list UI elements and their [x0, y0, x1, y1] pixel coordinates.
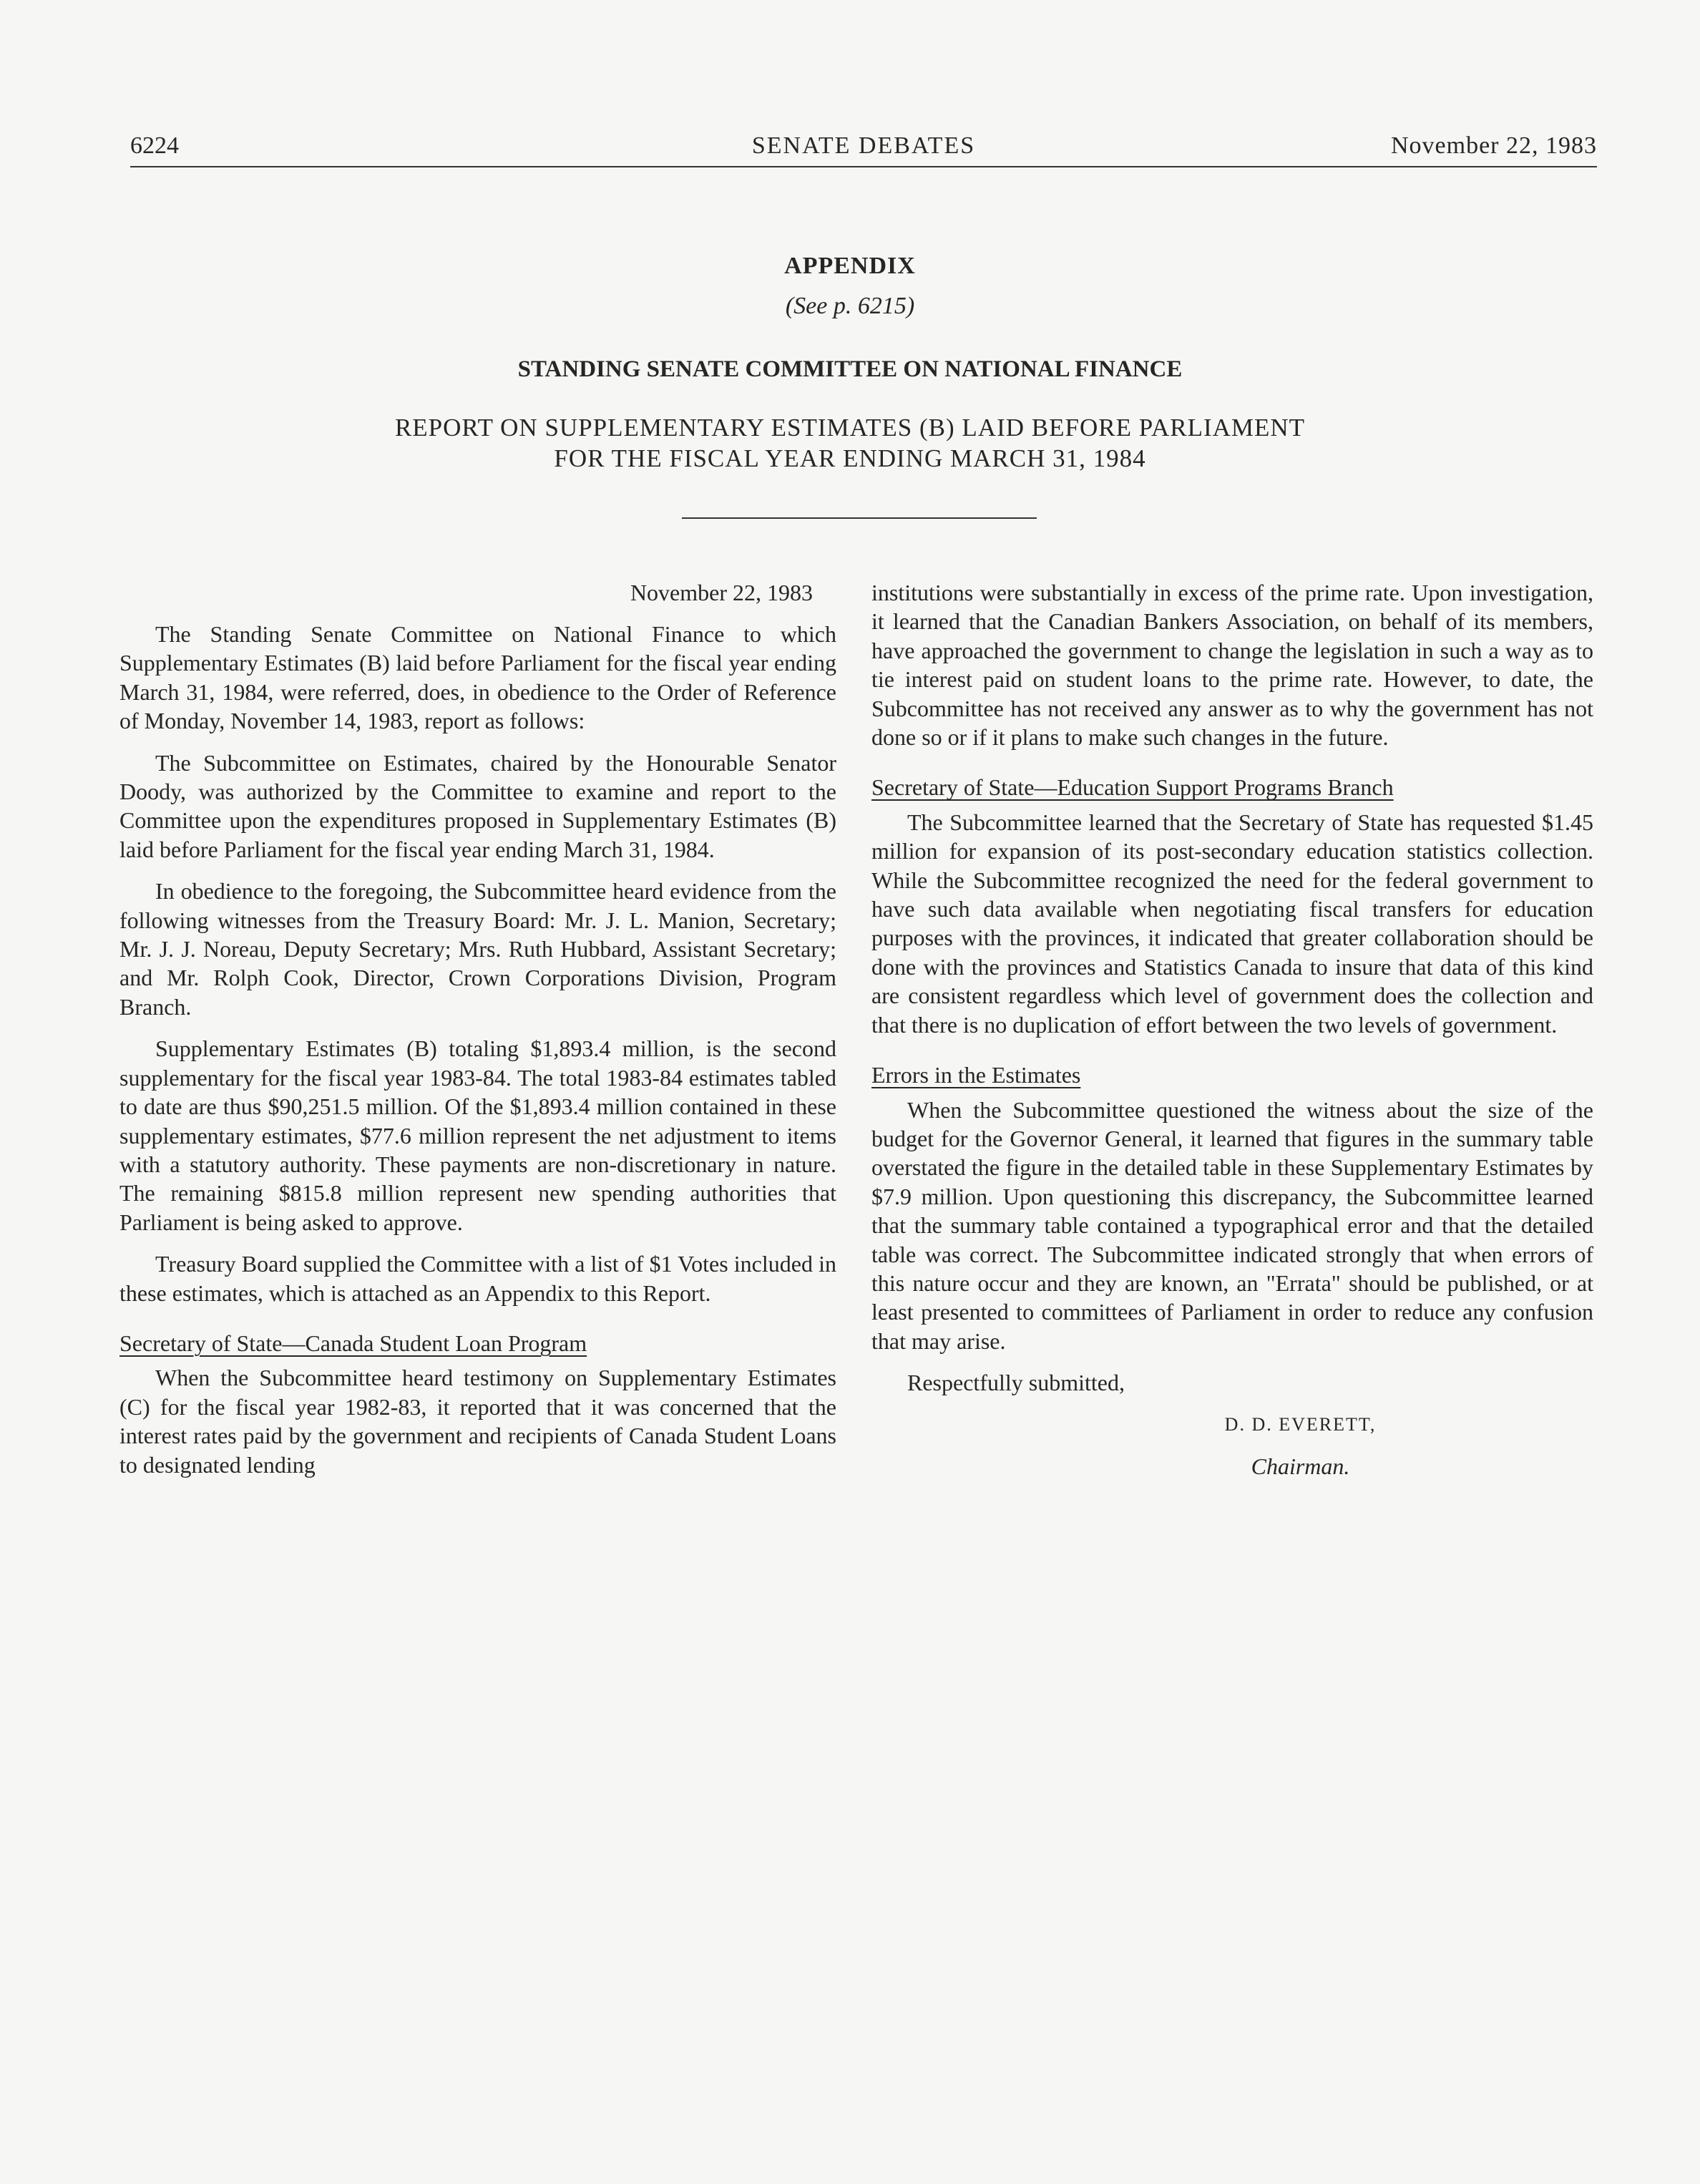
left-column	[119, 578, 836, 1492]
header-date: November 22, 1983	[1390, 132, 1597, 159]
signatory-title: Chairman.	[1251, 1453, 1350, 1479]
appendix-title: APPENDIX	[784, 253, 916, 279]
closing-line: Respectfully submitted,	[907, 1370, 1125, 1396]
appendix-heading-block	[0, 249, 1700, 474]
report-title-line-2: FOR THE FISCAL YEAR ENDING MARCH 31, 1984	[554, 444, 1146, 472]
right-column	[871, 578, 1593, 1493]
section-divider	[682, 517, 1037, 519]
running-header	[130, 126, 1597, 167]
paragraph: In obedience to the foregoing, the Subcommittee heard evidence from the following witnesses from the Treasury Board: Mr. J. L. Manion, Secretary; Mr. J. J. Noreau, Deputy Secretary; Mrs. Ruth Hubbard, Assistant Secretary; and Mr. Rolph Cook, Director, Crown Corporations Division, Program Branch.	[119, 878, 836, 1020]
section-heading-errors: Errors in the Estimates	[871, 1062, 1081, 1088]
section-heading-wrap	[871, 1052, 1593, 1089]
committee-name: STANDING SENATE COMMITTEE ON NATIONAL FINANCE	[517, 356, 1183, 382]
paragraph: institutions were substantially in excess of the prime rate. Upon investigation, it learned that the Canadian Bankers Association, on behalf of its members, have approached the government to change the legislation in such a way as to tie interest paid on student loans to the prime rate. However, to date, the Subcommittee has not received any answer as to why the government has not done so or if it plans to make such changes in the future.	[871, 580, 1593, 751]
publication-title: SENATE DEBATES	[751, 132, 976, 159]
report-title	[0, 412, 1700, 474]
section-heading-wrap	[119, 1320, 836, 1357]
paragraph: Supplementary Estimates (B) totaling $1,893.4 million, is the second supplementary for the fiscal year 1983-84. The total 1983-84 estimates tabled to date are thus $90,251.5 million. Of the $1,893.4 million contained in these supplementary estimates, $77.6 million represent the net adjustment to items with a statutory authority. These payments are non-discretionary in nature. The remaining $815.8 million represent new spending authorities that Parliament is being asked to approve.	[119, 1035, 836, 1235]
page-number: 6224	[130, 132, 179, 159]
paragraph: When the Subcommittee heard testimony on Supplementary Estimates (C) for the fiscal year 1982-83, it reported that it was concerned that the interest rates paid by the government and recipients of Canada Student Loans to designated lending	[119, 1365, 836, 1478]
section-heading-wrap	[871, 764, 1593, 801]
section-heading-student-loan: Secretary of State—Canada Student Loan Program	[119, 1330, 587, 1356]
section-heading-education-support: Secretary of State—Education Support Programs Branch	[871, 774, 1394, 801]
report-title-line-1: REPORT ON SUPPLEMENTARY ESTIMATES (B) LAID BEFORE PARLIAMENT	[394, 414, 1306, 442]
paragraph: The Subcommittee learned that the Secretary of State has requested $1.45 million for expansion of its post-secondary education statistics collection. While the Subcommittee recognized the need for the federal government to have such data available when negotiating fiscal transfers for education purposes with the provinces, it indicated that greater collaboration should be done with the provinces and Statistics Canada to insure that data of this kind are consistent regardless which level of government does the collection and that there is no duplication of effort between the two levels of government.	[871, 809, 1593, 1038]
paragraph: The Subcommittee on Estimates, chaired by the Honourable Senator Doody, was authorized by the Committee to examine and report to the Committee upon the expenditures proposed in Supplementary Estimates (B) laid before Parliament for the fiscal year ending March 31, 1984.	[119, 749, 836, 862]
appendix-reference: (See p. 6215)	[785, 293, 915, 319]
paragraph: When the Subcommittee questioned the witness about the size of the budget for the Governor General, it learned that figures in the summary table overstated the figure in the detailed table in these Supplementary Estimates by $7.9 million. Upon questioning this discrepancy, the Subcommittee learned that the summary table contained a typographical error and that the detailed table was correct. The Subcommittee indicated strongly that when errors of this nature occur and they are known, an "Errata" should be published, or at least presented to committees of Parliament in order to reduce any confusion that may arise.	[871, 1096, 1593, 1354]
report-dateline: November 22, 1983	[630, 580, 813, 605]
paragraph: The Standing Senate Committee on National Finance to which Supplementary Estimates (B) laid before Parliament for the fiscal year ending March 31, 1984, were referred, does, in obedience to the Order of Reference of Monday, November 14, 1983, report as follows:	[119, 621, 836, 734]
signatory-name: D. D. EVERETT,	[1224, 1413, 1377, 1435]
paragraph: Treasury Board supplied the Committee with a list of $1 Votes included in these estimates, which is attached as an Appendix to this Report.	[119, 1251, 836, 1306]
